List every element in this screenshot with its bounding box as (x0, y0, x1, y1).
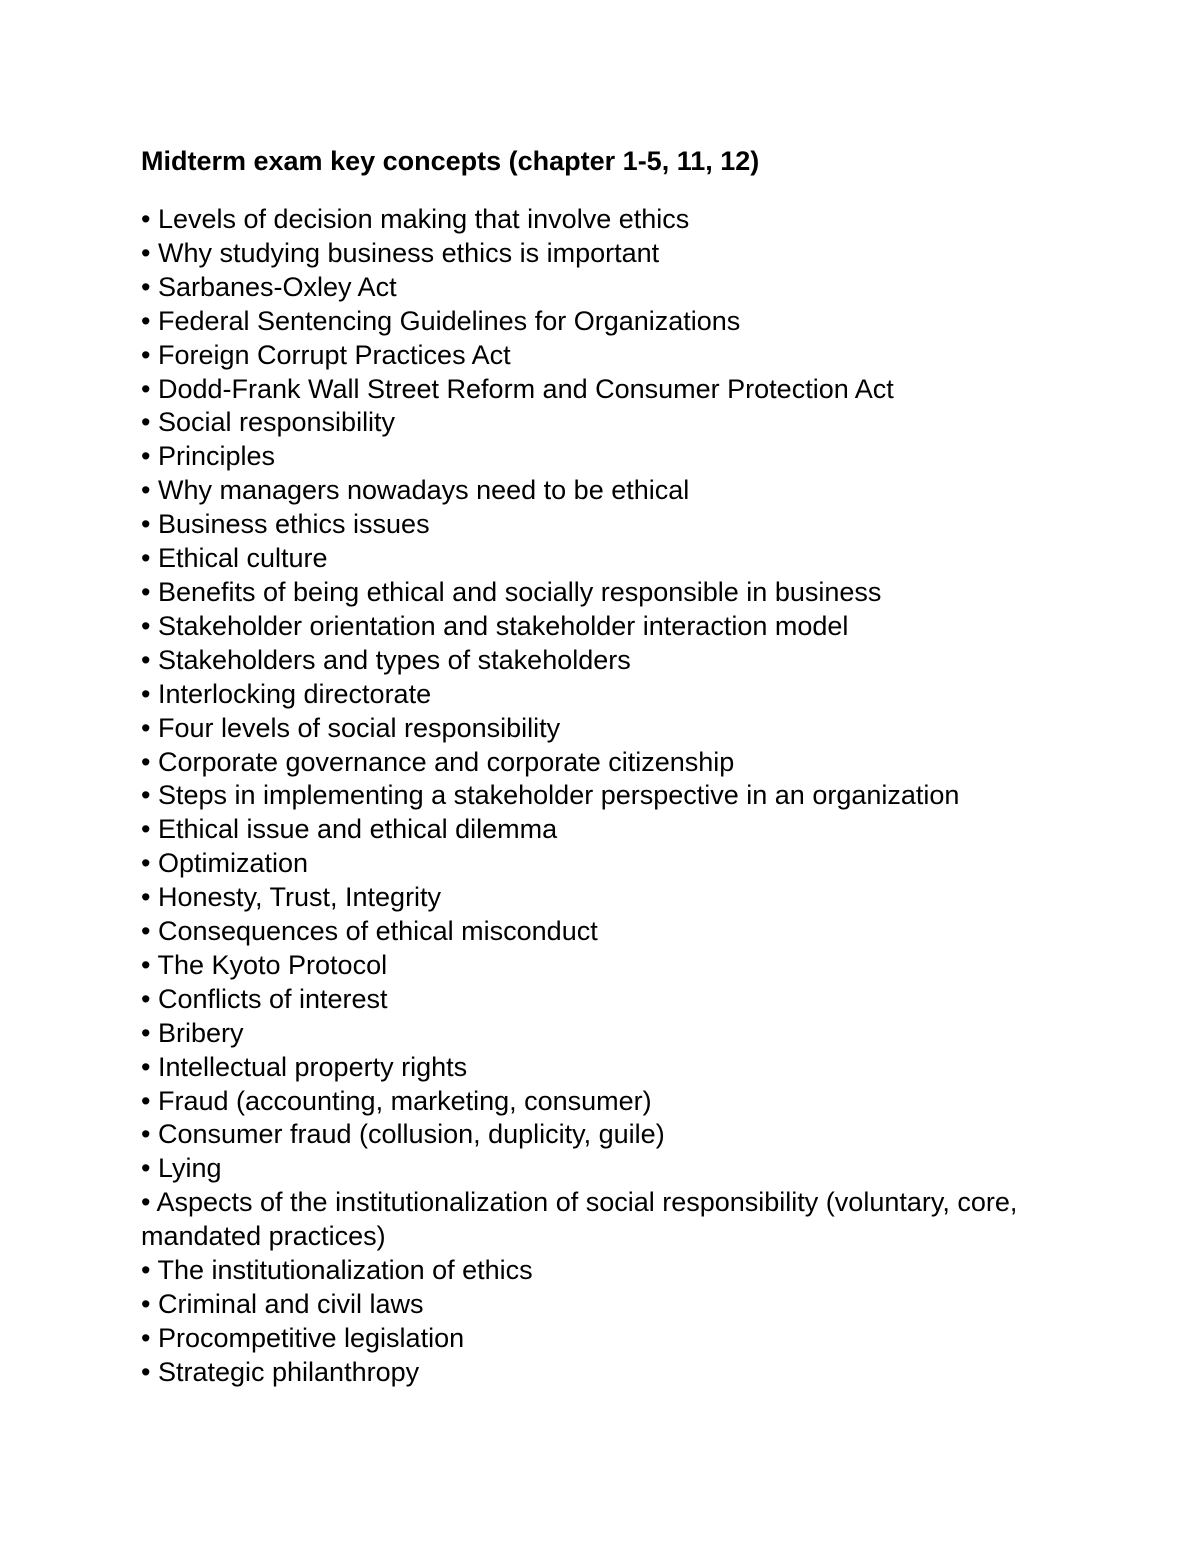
list-item: • Strategic philanthropy (141, 1356, 420, 1387)
list-item: • Stakeholder orientation and stakeholder interaction model (141, 610, 849, 641)
list-item: • Principles (141, 441, 275, 472)
list-item: • Aspects of the institutionalization of social responsibility (voluntary, core, mandated practices) (141, 1187, 1018, 1252)
list-item: • Steps in implementing a stakeholder perspective in an organization (141, 780, 960, 811)
list-item: • Lying (141, 1153, 222, 1184)
list-item: • Criminal and civil laws (141, 1289, 424, 1319)
list-item: • Intellectual property rights (141, 1051, 468, 1082)
list-item: • Consumer fraud (collusion, duplicity, guile) (141, 1119, 665, 1150)
list-item: • Four levels of social responsibility (141, 712, 561, 743)
list-item: • Conflicts of interest (141, 983, 388, 1014)
document-title: Midterm exam key concepts (chapter 1-5, 11, 12) (141, 146, 760, 176)
list-item: • Honesty, Trust, Integrity (141, 882, 442, 913)
key-concepts-list (141, 203, 1061, 1390)
list-item: • Ethical issue and ethical dilemma (141, 814, 558, 845)
list-item: • Corporate governance and corporate citizenship (141, 746, 735, 777)
list-item: • Sarbanes-Oxley Act (141, 271, 397, 302)
list-item: • Interlocking directorate (141, 678, 432, 709)
list-item: • Federal Sentencing Guidelines for Organizations (141, 305, 741, 336)
list-item: • Business ethics issues (141, 509, 430, 540)
list-item: • Benefits of being ethical and socially responsible in business (141, 576, 882, 607)
list-item: • The Kyoto Protocol (141, 949, 388, 980)
list-item: • Foreign Corrupt Practices Act (141, 339, 511, 370)
list-item: • Consequences of ethical misconduct (141, 916, 598, 947)
list-item: • Why managers nowadays need to be ethical (141, 475, 690, 506)
list-item: • The institutionalization of ethics (141, 1255, 533, 1286)
list-item: • Social responsibility (141, 407, 396, 438)
list-item: • Fraud (accounting, marketing, consumer) (141, 1085, 652, 1116)
list-item: • Procompetitive legislation (141, 1322, 465, 1353)
list-item: • Optimization (141, 848, 309, 879)
list-item: • Stakeholders and types of stakeholders (141, 644, 631, 675)
list-item: • Levels of decision making that involve ethics (141, 204, 690, 234)
list-item: • Why studying business ethics is important (141, 237, 660, 268)
list-item: • Dodd-Frank Wall Street Reform and Consumer Protection Act (141, 373, 894, 404)
list-item: • Ethical culture (141, 543, 328, 574)
list-item: • Bribery (141, 1017, 244, 1048)
